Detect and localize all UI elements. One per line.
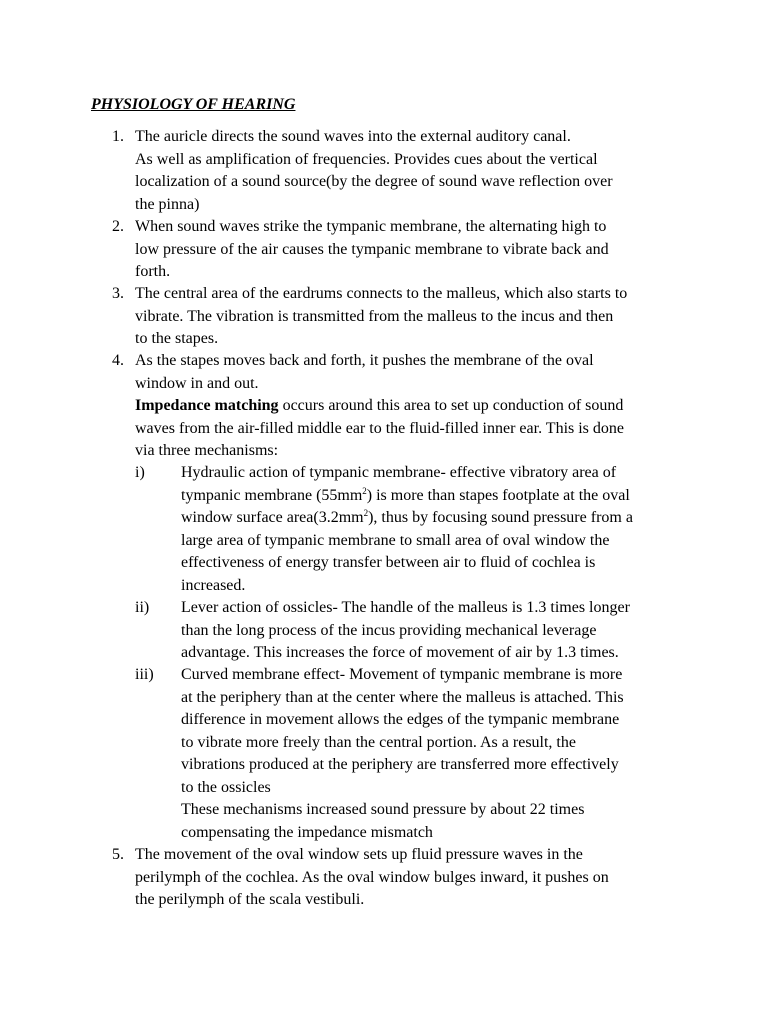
text-line: the perilymph of the scala vestibuli. bbox=[135, 891, 365, 908]
text-line: waves from the air-filled middle ear to the fluid-filled inner ear. This is done bbox=[135, 419, 625, 437]
text-fragment: ) is more than stapes footplate at the oval bbox=[366, 486, 630, 504]
text-line: When sound waves strike the tympanic membrane, the alternating high to bbox=[135, 218, 607, 235]
text-line: As well as amplification of frequencies. Provides cues about the vertical bbox=[135, 150, 598, 168]
list-item-text bbox=[135, 216, 695, 284]
text-line: window in and out. bbox=[135, 374, 259, 392]
list-item-text bbox=[135, 126, 695, 216]
text-line: vibrate. The vibration is transmitted from the malleus to the incus and then bbox=[135, 307, 614, 325]
superscript: 2 bbox=[362, 485, 367, 496]
list-number: 2. bbox=[112, 218, 124, 235]
text-line: at the periphery than at the center where the malleus is attached. This bbox=[181, 688, 624, 706]
impedance-term: Impedance matching bbox=[135, 397, 279, 414]
impedance-line bbox=[135, 395, 695, 418]
text-line: localization of a sound source(by the degree of sound wave reflection over bbox=[135, 173, 613, 190]
text-line: via three mechanisms: bbox=[135, 442, 279, 459]
text-line: to the ossicles bbox=[181, 778, 271, 796]
list-number: 3. bbox=[112, 285, 124, 302]
mechanism-text bbox=[181, 664, 624, 844]
list-item-text bbox=[135, 283, 695, 351]
text-line: The auricle directs the sound waves into the external auditory canal. bbox=[135, 128, 571, 145]
text-line: vibrations produced at the periphery are transferred more effectively bbox=[181, 756, 619, 773]
text-line: compensating the impedance mismatch bbox=[181, 823, 433, 841]
roman-number: i) bbox=[135, 464, 145, 481]
superscript: 2 bbox=[363, 508, 369, 518]
text-fragment: tympanic membrane (55mm bbox=[181, 486, 363, 504]
text-line-with-superscript bbox=[181, 507, 633, 530]
text-line: Curved membrane effect- Movement of tympanic membrane is more bbox=[181, 666, 623, 683]
roman-number: iii) bbox=[135, 666, 154, 683]
list-number: 5. bbox=[112, 846, 124, 863]
text-line: difference in movement allows the edges of the tympanic membrane bbox=[181, 711, 620, 728]
list-item-text bbox=[135, 350, 695, 463]
text-line: forth. bbox=[135, 263, 171, 280]
mechanism-text bbox=[181, 597, 630, 665]
list-item-text bbox=[135, 844, 695, 912]
text-line: to vibrate more freely than the central portion. As a result, the bbox=[181, 733, 576, 751]
text-line: than the long process of the incus providing mechanical leverage bbox=[181, 621, 597, 639]
text-line: low pressure of the air causes the tympanic membrane to vibrate back and bbox=[135, 240, 609, 258]
text-line: As the stapes moves back and forth, it pushes the membrane of the oval bbox=[135, 352, 594, 369]
text-line: Lever action of ossicles- The handle of the malleus is 1.3 times longer bbox=[181, 599, 630, 616]
text-line-with-superscript bbox=[181, 485, 633, 508]
roman-number: ii) bbox=[135, 599, 150, 616]
text-fragment: window surface area(3.2mm bbox=[181, 509, 364, 526]
page-title: PHYSIOLOGY OF HEARING bbox=[91, 96, 296, 113]
text-line: to the stapes. bbox=[135, 330, 219, 347]
mechanism-text bbox=[181, 462, 633, 597]
text-line: Hydraulic action of tympanic membrane- effective vibratory area of bbox=[181, 464, 617, 481]
text-line: advantage. This increases the force of movement of air by 1.3 times. bbox=[181, 644, 619, 661]
text-line: perilymph of the cochlea. As the oval window bulges inward, it pushes on bbox=[135, 868, 609, 886]
text-line: the pinna) bbox=[135, 195, 200, 213]
list-number: 1. bbox=[112, 128, 124, 145]
text-line: large area of tympanic membrane to small area of oval window the bbox=[181, 531, 610, 549]
list-number: 4. bbox=[112, 352, 124, 369]
text-line: These mechanisms increased sound pressure by about 22 times bbox=[181, 801, 585, 818]
text-line: effectiveness of energy transfer between air to fluid of cochlea is bbox=[181, 554, 596, 571]
text-line: The central area of the eardrums connects to the malleus, which also starts to bbox=[135, 285, 628, 302]
text-line: increased. bbox=[181, 576, 246, 594]
text-line: The movement of the oval window sets up fluid pressure waves in the bbox=[135, 846, 583, 863]
text-fragment: ), thus by focusing sound pressure from a bbox=[368, 509, 633, 526]
text-fragment: occurs around this area to set up conduction of sound bbox=[278, 397, 624, 414]
